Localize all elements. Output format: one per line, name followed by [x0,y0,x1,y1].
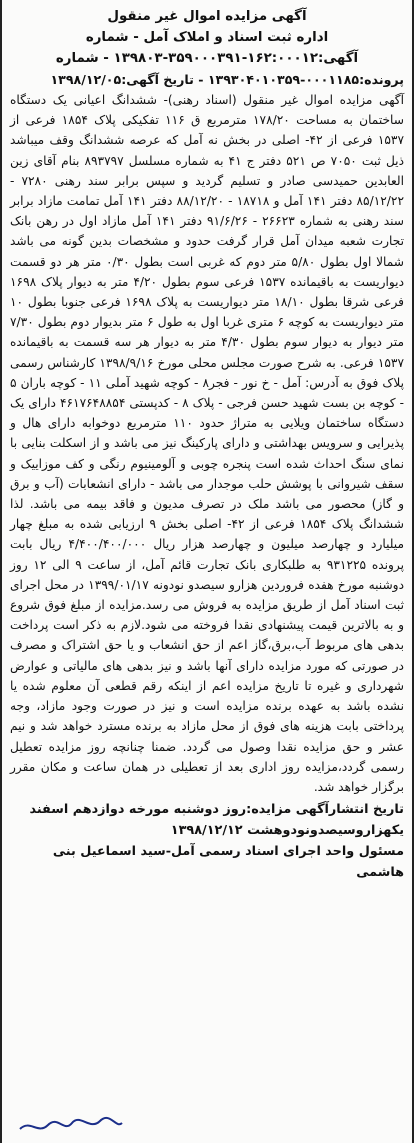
notice-body-text: آگهی مزایده اموال غیر منقول (اسناد رهنی)- ششدانگ اعیانی یک دستگاه ساختمان به مساحت ۱۷۸/۲۰ مترمربع ق ۱۱۶ تفکیکی پلاک ۱۸۵۴ فرعی از ۱۵۳۷ فرعی از ۴۲- اصلی در بخش نه آمل که عرصه ششدانگ وقف میباشد ذیل ثبت ۷۰۵۰ ص ۵۲۱ دفتر ج ۴۱ به شماره مسلسل ۸۹۳۷۹۷ بنام آقای زین العابدین حمیدسی صادر و تسلیم گردید و سپس برابر سند رهنی ۷۲۸۰ - ۸۵/۱۲/۲۲ دفتر ۱۴۱ آمل و ۱۸۷۱۸ - ۸۸/۱۲/۲۰ دفتر ۱۴۱ آمل تمامت مازاد برابر سند رهنی به شماره ۲۶۶۲۳ - ۹۱/۶/۲۶ دفتر ۱۴۱ آمل مازاد اول در رهن بانک تجارت شعبه میدان آمل قرار گرفت حدود و مشخصات بدین گونه می باشد شمالا اول بطول ۵/۸۰ متر دوم که غربی است بطول ۰/۳۰ متر هر دو قسمت دیواریست به باقیمانده ۱۵۳۷ فرعی سوم بطول ۴/۲۰ متر به دیوار پلاک ۱۶۹۸ فرعی شرقا بطول ۱۸/۱۰ متر دیواریست به پلاک ۱۶۹۸ فرعی جنوبا بطول ۱۰ متر دیواریست به کوچه ۶ متری غربا اول به طول ۶ متر بدیوار دوم بطول ۷/۳۰ متر دیوار به دیوار سوم بطول ۴/۳۰ متر به دیوار هر سه قسمت به باقیمانده ۱۵۳۷ فرعی. به شرح صورت مجلس محلی مورخ ۱۳۹۸/۹/۱۶ کارشناس رسمی پلاک فوق به آدرس: آمل - خ نور - فجر۸ - کوچه شهید آملی ۱۱ - کوچه باران ۵ - کوچه بن بست شهید حسن فرجی - پلاک ۸ - کدپستی ۴۶۱۷۶۴۸۸۵۴ دارای یک دستگاه ساختمان ویلایی به متراژ حدود ۱۱۰ مترمربع دوخوابه دارای هال و پذیرایی و سرویس بهداشتی و دارای پارکینگ نیز می باشد و از اسکلت بنایی با نمای سنگ احداث شده است پنجره چوبی و آلومینیوم رنگی و کف موزاییک و سقف شیروانی با پوشش حلب موجدار می باشد - دارای انشعابات (آب و برق و گاز) محصور می باشد ملک در تصرف مدیون و فاقد بیمه می باشد. لذا ششدانگ پلاک ۱۸۵۴ فرعی از ۴۲- اصلی بخش ۹ ارزیابی شده به مبلغ چهار میلیارد و چهارصد میلیون و چهارصد هزار ریال ۴/۴۰۰/۴۰۰/۰۰۰ ریال بابت پرونده ۹۳۱۲۲۵ به طلبکاری بانک تجارت قائم آمل، از ساعت ۹ الی ۱۲ روز دوشنبه مورخ هفده فروردین هزارو سیصدو نودونه ۱۳۹۹/۰۱/۱۷ در محل اجرای ثبت اسناد آمل از طریق مزایده به فروش می رسد.مزایده از مبلغ فوق شروع و به بالاترین قیمت پیشنهادی نقدا فروخته می شود.لازم به ذکر است پرداخت بدهی های مربوط آب،برق،گاز اعم از حق انشعاب و یا حق اشتراک و مصرف در صورتی که مورد مزایده دارای آنها باشد و نیز بدهی های مالیاتی و عوارض شهرداری و غیره تا تاریخ مزایده اعم از اینکه رقم قطعی آن معلوم شده یا نشده باشد به عهده برنده مزایده است و نیز در صورت وجود مازاد، وجه پرداختی بابت هزینه های فوق از محل مازاد به برنده مسترد خواهد شد و نیم عشر و حق مزایده نقدا وصول می گردد. ضمنا چنانچه روز مزایده تعطیل رسمی گردد،مزایده روز اداری بعد از تعطیلی در همان ساعت و مکان مقرر برگزار خواهد شد. [10,93,405,794]
notice-title: آگهی مزایده اموال غیر منقول [107,9,307,24]
responsible-officer: مسئول واحد اجرای اسناد رسمی آمل-سید اسماعیل بنی هاشمی [52,844,404,881]
notice-number: آگهی:۱۶۲:۰۰۰۱۲-۳۵۹۰۰۰۳۹۱-۱۳۹۸۰۳ - شماره [55,51,359,66]
notice-header [2,0,412,69]
signature-scribble-icon [16,1115,126,1137]
notice-footer [2,797,412,883]
registry-office: اداره ثبت اسناد و املاک آمل - شماره [85,30,329,45]
notice-body [2,90,412,797]
case-and-date: پرونده:۰۰۰۱۱۸۵-۱۳۹۳۰۴۰۱۰۳۵۹ - تاریخ آگهی:۱۳۹۸/۱۲/۰۵ [50,72,404,87]
publish-date: تاریخ انتشارآگهی مزایده:روز دوشنبه مورخه دوازدهم اسفند یکهزاروسیصدونودوهشت ۱۳۹۸/۱۲/۱۲ [29,802,404,839]
